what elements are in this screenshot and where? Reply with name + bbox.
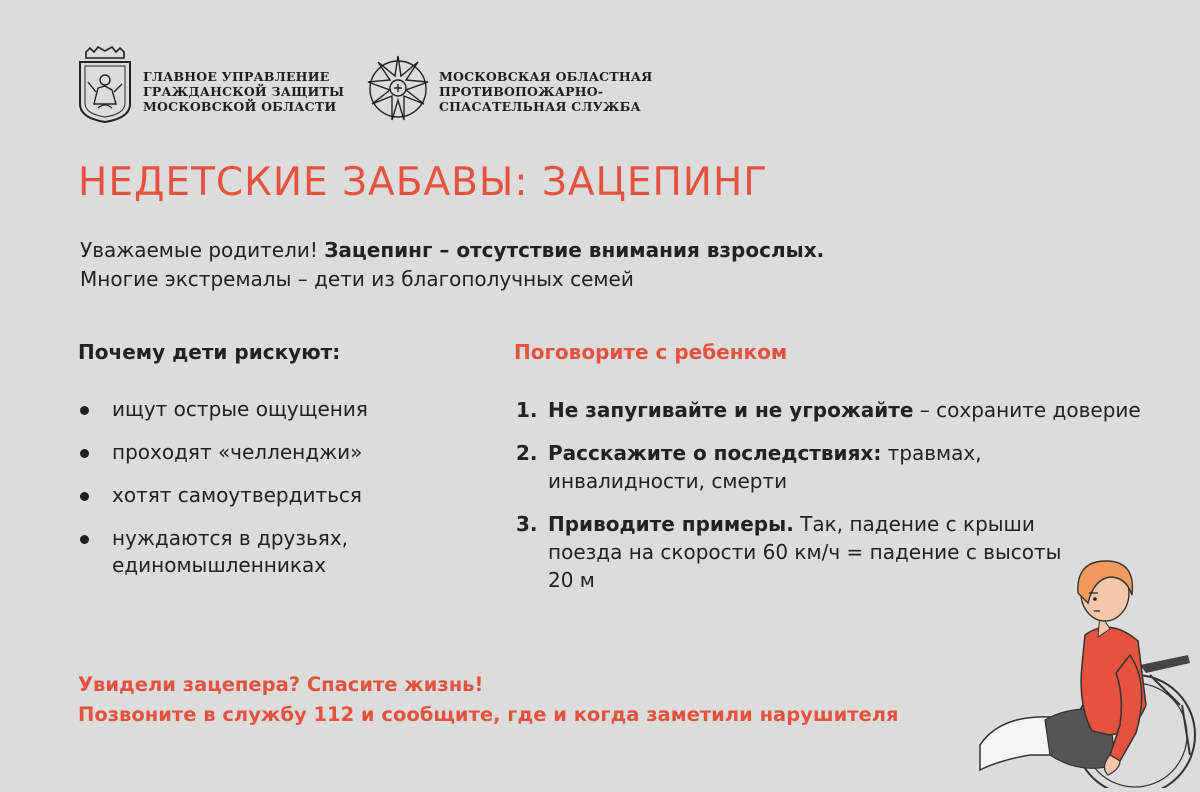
org2-logo	[364, 50, 432, 128]
intro-greeting: Уважаемые родители!	[80, 238, 325, 262]
step-bold: Не запугивайте и не угрожайте	[548, 398, 914, 422]
list-item	[78, 525, 402, 579]
bullet-dot-icon	[80, 449, 89, 458]
list-item-text: ищут острые ощущения	[112, 397, 368, 421]
step-text	[514, 439, 994, 495]
bullet-dot-icon	[80, 406, 89, 415]
bullet-dot-icon	[80, 492, 89, 501]
list-item-text: нуждаются в друзьях, единомышленниках	[112, 526, 349, 577]
cta-line-2: Позвоните в службу 112 и сообщите, где и когда заметили нарушителя	[78, 703, 899, 726]
step-number: 2.	[516, 441, 538, 465]
intro-text	[80, 236, 824, 294]
person-in-wheelchair-illustration	[960, 555, 1196, 788]
step-number: 1.	[516, 398, 538, 422]
org1-line: ГРАЖДАНСКОЙ ЗАЩИТЫ	[143, 84, 345, 99]
step-item	[514, 396, 1194, 424]
org1-logo	[76, 46, 134, 124]
fire-rescue-service-emblem-icon	[364, 50, 432, 128]
intro-line-1	[80, 236, 824, 265]
step-rest: – сохраните доверие	[913, 398, 1141, 422]
list-item-text: хотят самоутвердиться	[112, 483, 362, 507]
list-item	[78, 439, 458, 466]
bullet-dot-icon	[80, 535, 89, 544]
step-bold: Расскажите о последствиях:	[548, 441, 882, 465]
moscow-region-coat-of-arms-icon	[76, 46, 134, 124]
why-list	[78, 396, 458, 595]
why-heading: Почему дети рискуют:	[78, 340, 341, 364]
step-rest: травмах, инвалидности, смерти	[548, 441, 982, 493]
step-rest: Так, падение с крыши поезда на скорости 60 км/ч = падение с высоты 20 м	[548, 512, 1062, 592]
org2-line: МОСКОВСКАЯ ОБЛАСТНАЯ	[439, 69, 653, 84]
step-bold: Приводите примеры.	[548, 512, 794, 536]
step-number: 3.	[516, 512, 538, 536]
page-title: НЕДЕТСКИЕ ЗАБАВЫ: ЗАЦЕПИНГ	[78, 160, 769, 205]
list-item-text: проходят «челленджи»	[112, 440, 363, 464]
list-item	[78, 482, 458, 509]
org1-name	[143, 69, 344, 114]
org2-name	[439, 69, 652, 114]
org2-line: ПРОТИВОПОЖАРНО-	[439, 84, 604, 99]
list-item	[78, 396, 458, 423]
intro-emphasis: Зацепинг – отсутствие внимания взрослых.	[324, 238, 825, 262]
org2-line: СПАСАТЕЛЬНАЯ СЛУЖБА	[439, 99, 641, 114]
talk-heading: Поговорите с ребенком	[514, 340, 788, 364]
intro-line-2: Многие экстремалы – дети из благополучных семей	[80, 267, 634, 291]
call-to-action	[78, 670, 899, 730]
step-text	[514, 396, 1194, 424]
org1-line: ГЛАВНОЕ УПРАВЛЕНИЕ	[143, 69, 330, 84]
wheelchair-illustration	[960, 555, 1196, 788]
step-item	[514, 439, 994, 495]
org1-line: МОСКОВСКОЙ ОБЛАСТИ	[143, 99, 337, 114]
cta-line-1: Увидели зацепера? Спасите жизнь!	[78, 673, 484, 696]
